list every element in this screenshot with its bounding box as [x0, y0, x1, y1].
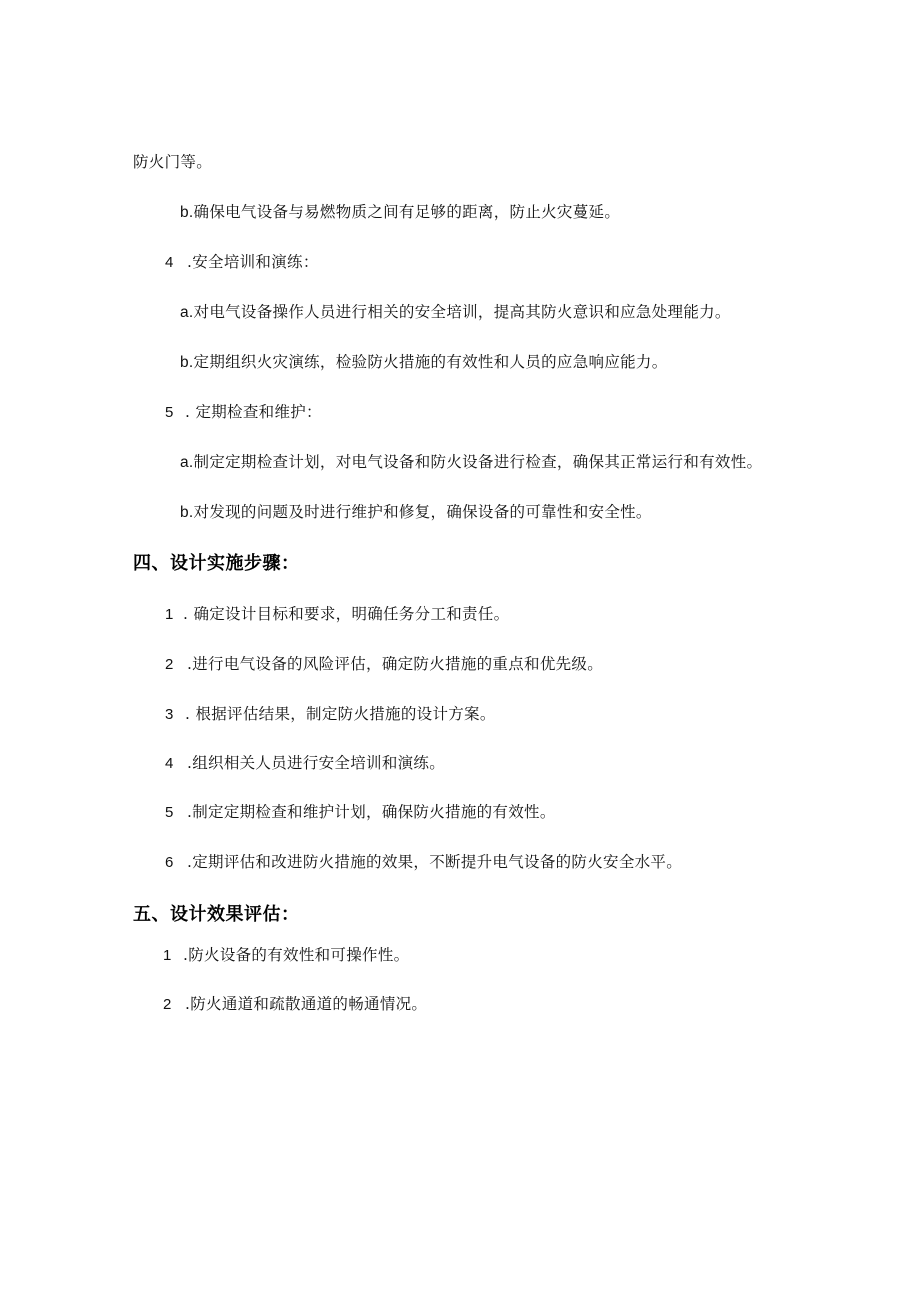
- item-number: 3: [165, 706, 174, 723]
- item-text: 确保电气设备与易燃物质之间有足够的距离，防止火灾蔓延。: [193, 203, 621, 221]
- item-text: .组织相关人员进行安全培训和演练。: [187, 754, 446, 772]
- item-number: 2: [163, 996, 172, 1013]
- item-text: .防火通道和疏散通道的畅通情况。: [185, 995, 428, 1013]
- item-text: . 根据评估结果，制定防火措施的设计方案。: [185, 705, 496, 723]
- section-heading: 四、设计实施步骤：: [133, 553, 300, 574]
- item-number: 1: [165, 606, 174, 623]
- item-text: . 确定设计目标和要求，明确任务分工和责任。: [183, 605, 510, 623]
- item-text: .防火设备的有效性和可操作性。: [183, 946, 410, 964]
- item-number: 5: [165, 804, 174, 821]
- item-text: . 定期检查和维护：: [185, 403, 322, 421]
- item-text: .进行电气设备的风险评估，确定防火措施的重点和优先级。: [187, 655, 604, 673]
- continuation-text: 防火门等。: [133, 153, 213, 171]
- list-item: [180, 302, 731, 323]
- item-text: 定期组织火灾演练，检验防火措施的有效性和人员的应急响应能力。: [193, 353, 668, 371]
- item-text: 对电气设备操作人员进行相关的安全培训，提高其防火意识和应急处理能力。: [193, 303, 731, 321]
- list-item: [180, 452, 762, 473]
- section-heading: 五、设计效果评估：: [133, 904, 300, 925]
- item-prefix: b.: [180, 204, 194, 221]
- list-item: [180, 352, 668, 373]
- list-item: [163, 994, 427, 1015]
- subsection-title: [165, 402, 322, 423]
- item-number: 1: [163, 947, 172, 964]
- subsection-title: [165, 252, 319, 273]
- item-number: 4: [165, 755, 174, 772]
- list-item: [165, 654, 603, 675]
- list-item: [180, 502, 652, 523]
- item-text: .定期评估和改进防火措施的效果，不断提升电气设备的防火安全水平。: [187, 853, 683, 871]
- item-text: .安全培训和演练：: [187, 253, 319, 271]
- item-number: 4: [165, 254, 174, 271]
- item-text: .制定定期检查和维护计划，确保防火措施的有效性。: [187, 803, 556, 821]
- item-number: 2: [165, 656, 174, 673]
- list-item: [165, 753, 445, 774]
- list-item: [165, 802, 556, 823]
- item-prefix: a.: [180, 304, 194, 321]
- list-item: [165, 852, 682, 873]
- item-number: 5: [165, 404, 174, 421]
- item-prefix: b.: [180, 354, 194, 371]
- item-prefix: a.: [180, 454, 194, 471]
- list-item: [180, 202, 620, 223]
- item-prefix: b.: [180, 504, 194, 521]
- list-item: [165, 704, 496, 725]
- list-item: [165, 604, 509, 625]
- list-item: [163, 945, 409, 966]
- item-number: 6: [165, 854, 174, 871]
- item-text: 制定定期检查计划，对电气设备和防火设备进行检查，确保其正常运行和有效性。: [193, 453, 763, 471]
- item-text: 对发现的问题及时进行维护和修复，确保设备的可靠性和安全性。: [193, 503, 652, 521]
